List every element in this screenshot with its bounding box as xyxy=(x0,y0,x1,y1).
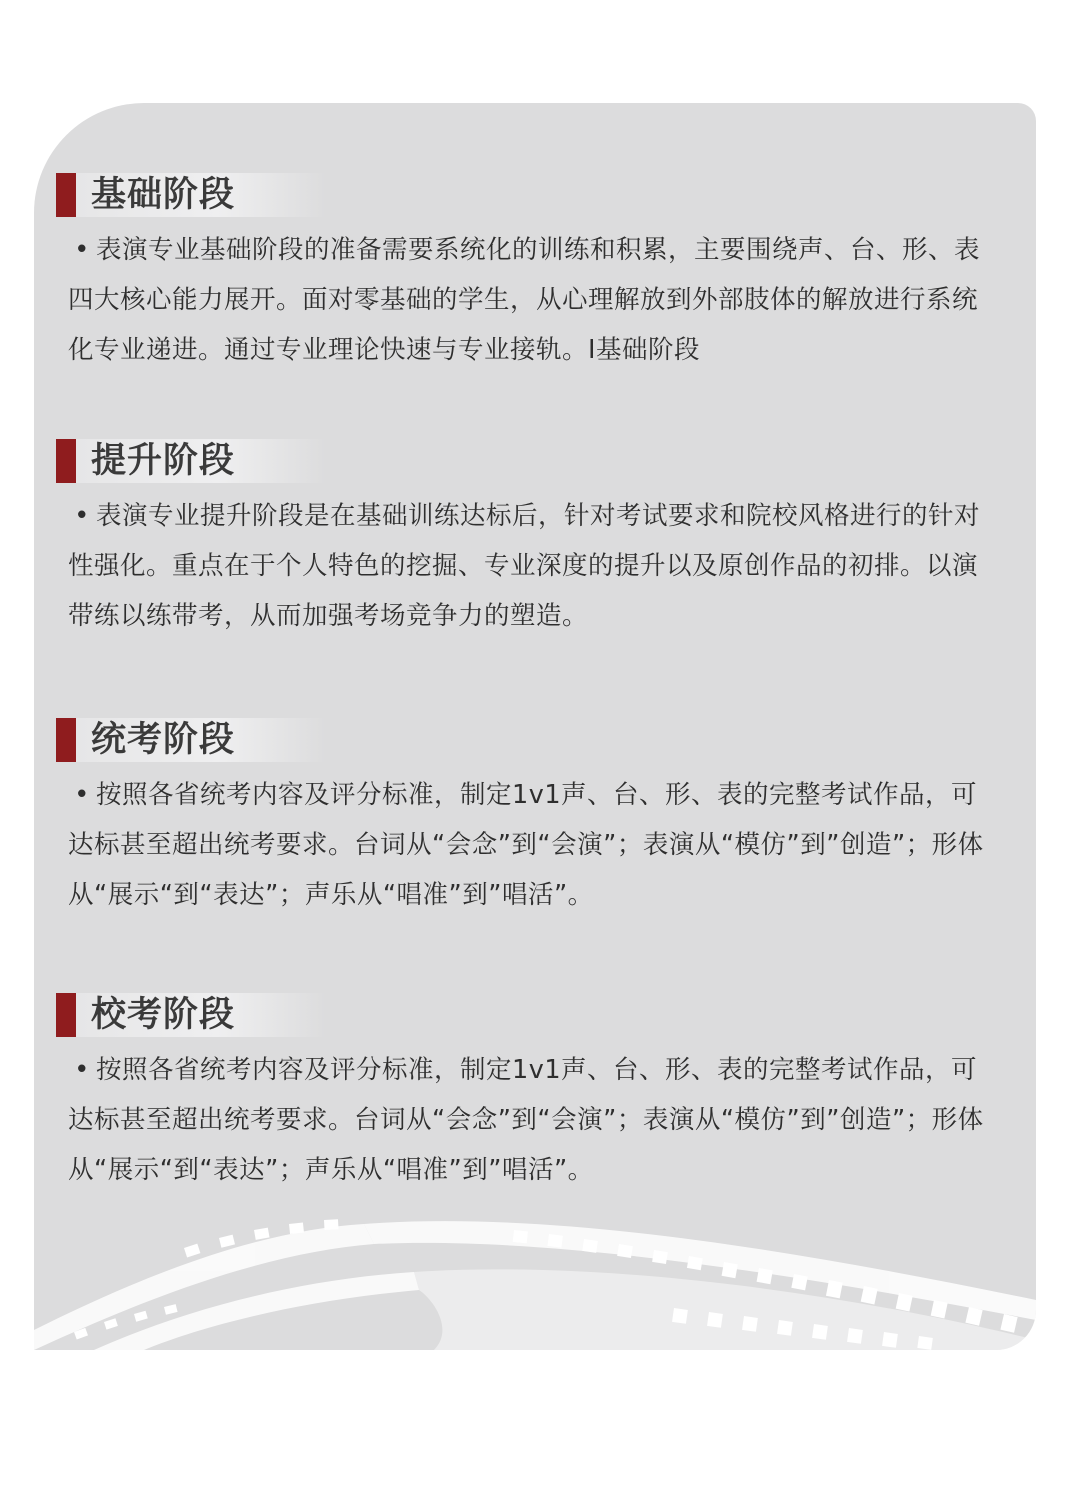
section-school-exam xyxy=(56,993,1016,1195)
section-body xyxy=(68,225,1003,375)
section-text: 按照各省统考内容及评分标准，制定1v1声、台、形、表的完整考试作品，可达标甚至超出统考要求。台词从“会念”到“会演”；表演从“模仿”到”创造”；形体从“展示“到“表达”；声乐从“唱准”到”唱活”。 xyxy=(68,1055,984,1185)
bullet-icon: • xyxy=(74,1055,90,1085)
bullet-icon: • xyxy=(74,235,90,265)
section-body xyxy=(68,770,1003,920)
title-accent-bar xyxy=(63,445,68,477)
section-title: 基础阶段 xyxy=(91,175,236,215)
section-title: 校考阶段 xyxy=(91,995,236,1035)
section-body xyxy=(68,491,1003,641)
section-title: 提升阶段 xyxy=(91,441,236,481)
section-basic xyxy=(56,173,1016,375)
film-strip-decoration xyxy=(34,1210,1036,1350)
section-header xyxy=(56,173,326,217)
title-accent-bar xyxy=(63,724,68,756)
section-header xyxy=(56,718,326,762)
section-body xyxy=(68,1045,1003,1195)
title-accent-bar xyxy=(63,999,68,1031)
section-text: 按照各省统考内容及评分标准，制定1v1声、台、形、表的完整考试作品，可达标甚至超出统考要求。台词从“会念”到“会演”；表演从“模仿”到”创造”；形体从“展示“到“表达”；声乐从“唱准”到”唱活”。 xyxy=(68,780,984,910)
section-header xyxy=(56,993,326,1037)
section-unified-exam xyxy=(56,718,1016,920)
bullet-icon: • xyxy=(74,780,90,810)
section-text: 表演专业提升阶段是在基础训练达标后，针对考试要求和院校风格进行的针对性强化。重点在于个人特色的挖掘、专业深度的提升以及原创作品的初排。以演带练以练带考，从而加强考场竞争力的塑造。 xyxy=(68,501,981,631)
section-header xyxy=(56,439,326,483)
section-advance xyxy=(56,439,1016,641)
section-text: 表演专业基础阶段的准备需要系统化的训练和积累，主要围绕声、台、形、表四大核心能力展开。面对零基础的学生，从心理解放到外部肢体的解放进行系统化专业递进。通过专业理论快速与专业接轨。I基础阶段 xyxy=(68,235,981,365)
bullet-icon: • xyxy=(74,501,90,531)
title-accent-bar xyxy=(63,179,68,211)
section-title: 统考阶段 xyxy=(91,720,236,760)
content-card xyxy=(34,103,1036,1350)
